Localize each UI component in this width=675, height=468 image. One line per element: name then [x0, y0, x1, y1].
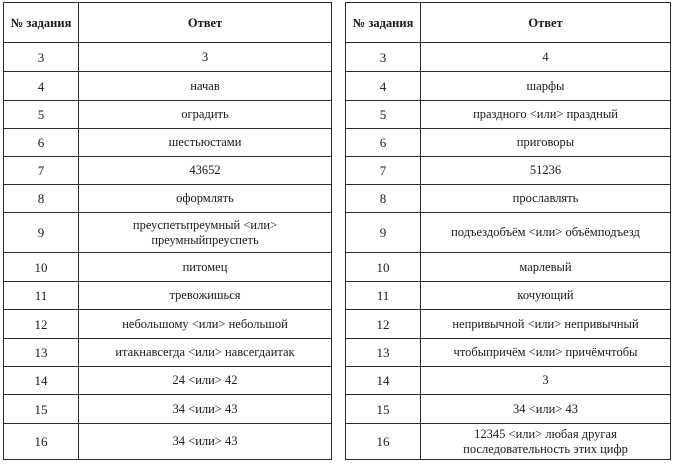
task-number: 12	[346, 310, 421, 339]
answer-cell: праздного <или> праздный	[421, 101, 671, 129]
answers-table-left	[3, 2, 332, 460]
task-number: 3	[346, 43, 421, 72]
table-row	[4, 282, 332, 310]
task-number: 4	[346, 72, 421, 101]
answers-table-right	[345, 2, 671, 460]
answer-cell: 43652	[79, 157, 332, 185]
task-number: 5	[346, 101, 421, 129]
task-number: 15	[346, 395, 421, 424]
table-row	[4, 424, 332, 460]
table-row	[4, 157, 332, 185]
answer-cell: чтобыпричём <или> причёмчтобы	[421, 339, 671, 367]
table-row	[4, 43, 332, 72]
task-number: 11	[346, 282, 421, 310]
task-number: 14	[4, 367, 79, 395]
table-row	[346, 213, 671, 253]
table-row	[4, 367, 332, 395]
table-row	[4, 395, 332, 424]
task-number: 7	[4, 157, 79, 185]
task-number: 15	[4, 395, 79, 424]
answer-cell: шестьюстами	[79, 129, 332, 157]
answer-cell: 3	[79, 43, 332, 72]
table-row	[4, 253, 332, 282]
task-number: 6	[4, 129, 79, 157]
task-number: 10	[4, 253, 79, 282]
task-number: 6	[346, 129, 421, 157]
table-row	[4, 339, 332, 367]
answer-cell: 34 <или> 43	[79, 395, 332, 424]
answer-cell: непривычной <или> непривычный	[421, 310, 671, 339]
task-number: 7	[346, 157, 421, 185]
table-row	[346, 185, 671, 213]
answer-cell: 3	[421, 367, 671, 395]
answer-cell: оградить	[79, 101, 332, 129]
answer-cell: шарфы	[421, 72, 671, 101]
table-row	[4, 129, 332, 157]
answer-header: Ответ	[421, 3, 671, 43]
task-number: 14	[346, 367, 421, 395]
answer-cell: кочующий	[421, 282, 671, 310]
header-row	[346, 3, 671, 43]
table-row	[346, 72, 671, 101]
task-number-header: № задания	[4, 3, 79, 43]
answer-cell: оформлять	[79, 185, 332, 213]
table-row	[346, 339, 671, 367]
task-number: 13	[346, 339, 421, 367]
answer-cell: марлевый	[421, 253, 671, 282]
answer-cell: преуспетьпреумный <или> преумныйпреуспеть	[79, 213, 332, 253]
answer-cell: 34 <или> 43	[421, 395, 671, 424]
answer-cell: приговоры	[421, 129, 671, 157]
answer-cell: начав	[79, 72, 332, 101]
table-row	[346, 157, 671, 185]
table-row	[4, 310, 332, 339]
answer-cell: 24 <или> 42	[79, 367, 332, 395]
task-number: 12	[4, 310, 79, 339]
task-number: 8	[4, 185, 79, 213]
answer-cell: тревожишься	[79, 282, 332, 310]
answer-cell: 34 <или> 43	[79, 424, 332, 460]
answer-cell: 4	[421, 43, 671, 72]
table-row	[346, 424, 671, 460]
task-number: 16	[4, 424, 79, 460]
header-row	[4, 3, 332, 43]
answer-cell: подъездобъём <или> объёмподъезд	[421, 213, 671, 253]
task-number: 13	[4, 339, 79, 367]
task-number: 4	[4, 72, 79, 101]
table-row	[346, 395, 671, 424]
answer-cell: итакнавсегда <или> навсегдаитак	[79, 339, 332, 367]
task-number-header: № задания	[346, 3, 421, 43]
task-number: 3	[4, 43, 79, 72]
table-row	[346, 310, 671, 339]
table-row	[346, 129, 671, 157]
table-row	[4, 101, 332, 129]
table-row	[346, 282, 671, 310]
task-number: 10	[346, 253, 421, 282]
task-number: 9	[346, 213, 421, 253]
answer-cell: 51236	[421, 157, 671, 185]
answer-cell: небольшому <или> небольшой	[79, 310, 332, 339]
task-number: 9	[4, 213, 79, 253]
answer-header: Ответ	[79, 3, 332, 43]
table-row	[346, 253, 671, 282]
task-number: 16	[346, 424, 421, 460]
table-row	[4, 72, 332, 101]
table-row	[4, 185, 332, 213]
answer-cell: питомец	[79, 253, 332, 282]
table-row	[4, 213, 332, 253]
table-row	[346, 367, 671, 395]
answer-cell: прославлять	[421, 185, 671, 213]
task-number: 8	[346, 185, 421, 213]
task-number: 5	[4, 101, 79, 129]
task-number: 11	[4, 282, 79, 310]
table-row	[346, 43, 671, 72]
answer-cell: 12345 <или> любая другая последовательность этих цифр	[421, 424, 671, 460]
table-row	[346, 101, 671, 129]
